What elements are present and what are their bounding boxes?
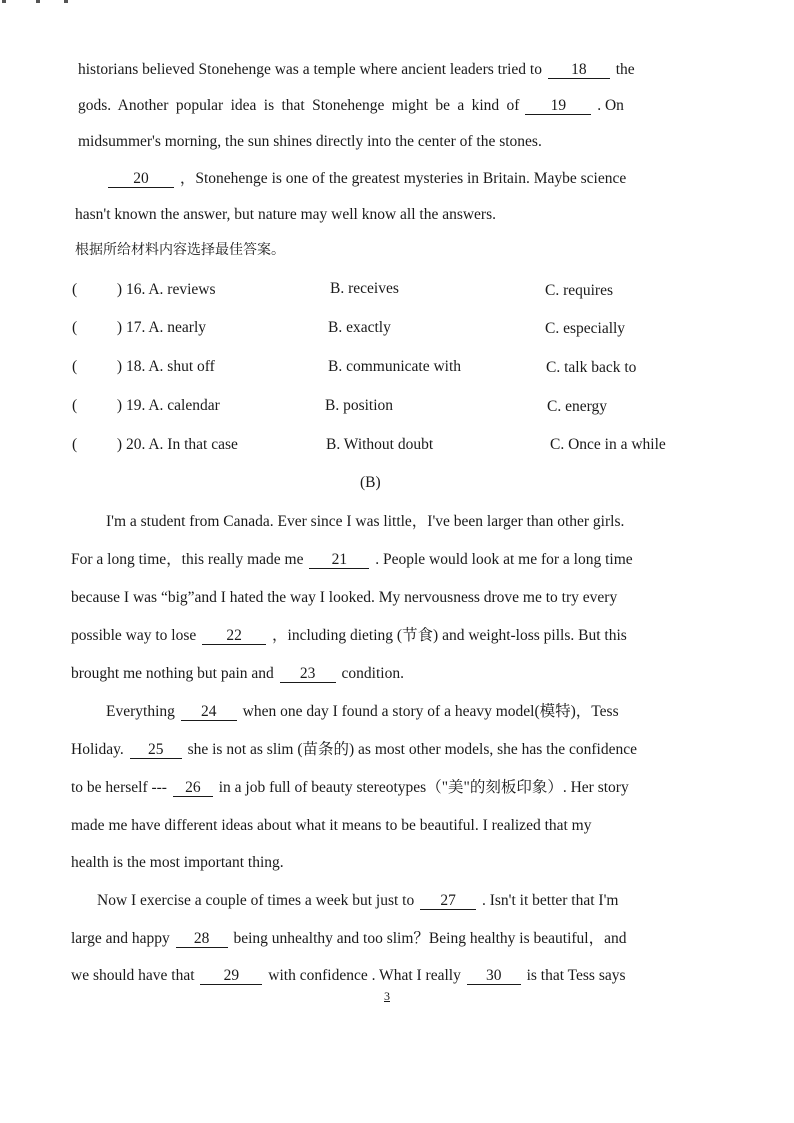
question-16-option-b: B. receives (330, 280, 399, 297)
text: Now I exercise a couple of times a week but just to (97, 892, 415, 909)
blank-30: 30 (467, 967, 521, 985)
blank-29: 29 (200, 967, 262, 985)
text: when one day I found a story of a heavy model(模特)，Tess (242, 703, 619, 720)
passage-b-p1-line-2 (71, 550, 633, 570)
question-19-option-b: B. position (325, 397, 394, 414)
text: large and happy (71, 930, 170, 947)
text: the (615, 61, 635, 78)
text: to be herself --- (71, 779, 167, 796)
passage-b-p3-line-2 (71, 929, 627, 949)
passage-b-p2-line-4: made me have different ideas about what it means to be beautiful. I realized that my (71, 817, 592, 834)
passage-a-line-1 (78, 60, 635, 80)
text: is that Tess says (526, 967, 626, 984)
question-16 (72, 280, 216, 300)
answer-paren: ( (72, 436, 78, 453)
text: ，including dieting (节食) and weight-loss pills. But this (272, 627, 627, 644)
question-20-option-c: C. Once in a while (550, 436, 666, 453)
blank-22: 22 (202, 627, 266, 645)
passage-b-p2-line-3 (71, 778, 629, 798)
text: condition. (341, 665, 404, 682)
text: we should have that (71, 967, 195, 984)
option-a: ) 20. A. In that case (116, 436, 238, 453)
question-20-option-b: B. Without doubt (326, 436, 434, 453)
text: she is not as slim (苗条的) as most other models, she has the confidence (187, 741, 637, 758)
text: . People would look at me for a long time (375, 551, 633, 568)
instruction: 根据所给材料内容选择最佳答案。 (75, 242, 285, 258)
passage-b-p1-line-5 (71, 664, 404, 684)
passage-b-p2-line-5: health is the most important thing. (71, 854, 284, 871)
question-19 (72, 396, 220, 416)
question-17-option-c: C. especially (545, 320, 626, 337)
text: being unhealthy and too slim？Being healthy is beautiful，and (233, 930, 627, 947)
option-a: ) 19. A. calendar (116, 397, 220, 414)
text: with confidence . What I really (268, 967, 461, 984)
question-16-option-c: C. requires (545, 282, 614, 299)
text: Everything (106, 703, 175, 720)
passage-a-line-5: hasn't known the answer, but nature may well know all the answers. (75, 206, 496, 223)
blank-27: 27 (420, 892, 476, 910)
answer-paren: ( (72, 358, 78, 375)
answer-paren: ( (72, 319, 78, 336)
passage-b-p1-line-4 (71, 626, 627, 646)
answer-paren: ( (72, 397, 78, 414)
passage-a-line-4 (106, 169, 626, 189)
question-18-option-c: C. talk back to (546, 359, 637, 376)
passage-a-line-2 (78, 96, 624, 116)
passage-a-line-3: midsummer's morning, the sun shines directly into the center of the stones. (78, 133, 542, 150)
question-17 (72, 318, 206, 338)
answer-paren: ( (72, 281, 78, 298)
passage-b-p3-line-3 (71, 966, 626, 986)
section-b-title: (B) (360, 474, 381, 491)
text: ，Stonehenge is one of the greatest mysteries in Britain. Maybe science (179, 170, 627, 187)
passage-b-p3-line-1 (97, 891, 618, 911)
text: For a long time，this really made me (71, 551, 304, 568)
blank-20: 20 (108, 170, 174, 188)
blank-21: 21 (309, 551, 369, 569)
blank-23: 23 (280, 665, 336, 683)
blank-28: 28 (176, 930, 228, 948)
blank-18: 18 (548, 61, 610, 79)
blank-26: 26 (173, 779, 213, 797)
scan-corner-mark (0, 0, 70, 4)
passage-b-p1-line-1: I'm a student from Canada. Ever since I was little，I've been larger than other girls. (106, 513, 625, 530)
blank-19: 19 (525, 97, 591, 115)
text: brought me nothing but pain and (71, 665, 274, 682)
question-19-option-c: C. energy (547, 398, 607, 415)
option-a: ) 18. A. shut off (116, 358, 215, 375)
blank-25: 25 (130, 741, 182, 759)
question-18 (72, 357, 215, 377)
page-number: 3 (384, 989, 390, 1003)
text: . Isn't it better that I'm (481, 892, 619, 909)
text: Holiday. (71, 741, 124, 758)
blank-24: 24 (181, 703, 237, 721)
passage-b-p2-line-2 (71, 740, 637, 760)
option-a: ) 17. A. nearly (116, 319, 207, 336)
text: in a job full of beauty stereotypes（"美"的刻板印象）. Her story (218, 779, 629, 796)
passage-b-p2-line-1 (106, 702, 619, 722)
text: possible way to lose (71, 627, 197, 644)
passage-b-p1-line-3: because I was “big”and I hated the way I looked. My nervousness drove me to try every (71, 589, 618, 606)
text: gods. Another popular idea is that Stonehenge might be a kind of (78, 97, 520, 114)
question-20 (72, 435, 238, 455)
text: historians believed Stonehenge was a temple where ancient leaders tried to (78, 61, 542, 78)
question-18-option-b: B. communicate with (328, 358, 462, 375)
text: . On (597, 97, 624, 114)
option-a: ) 16. A. reviews (116, 281, 216, 298)
question-17-option-b: B. exactly (328, 319, 391, 336)
